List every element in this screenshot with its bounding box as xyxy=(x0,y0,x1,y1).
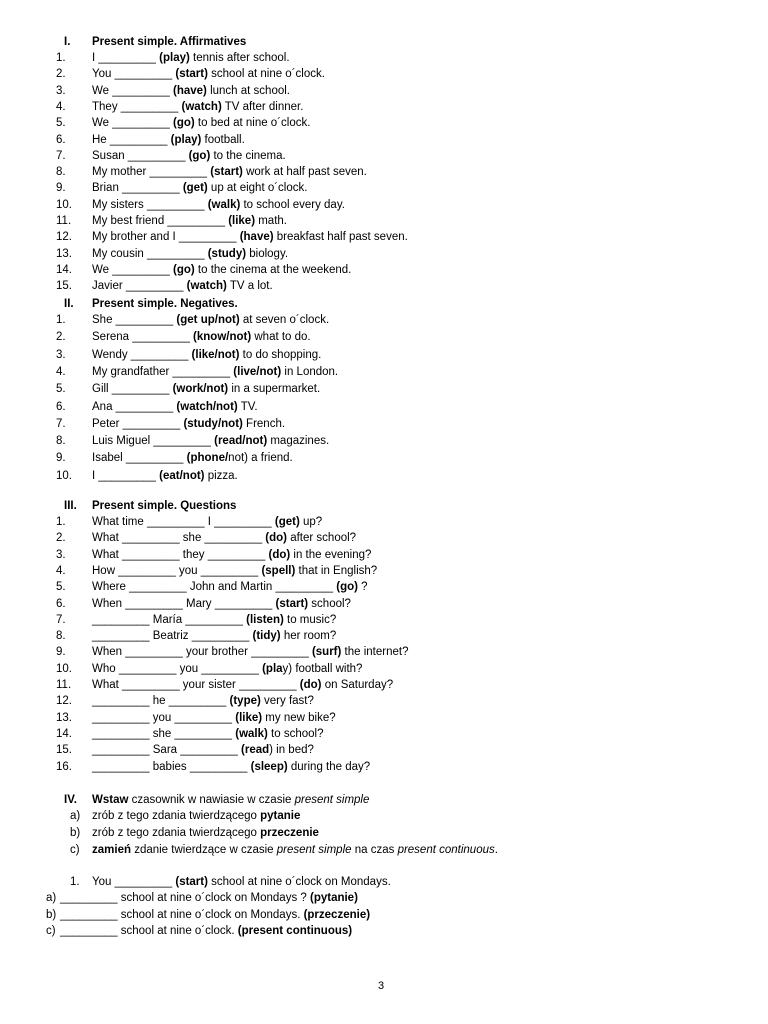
item-text: _________ you _________ xyxy=(92,711,236,724)
item-number: 1. xyxy=(56,516,66,528)
item-text: to bed at nine o´clock. xyxy=(194,117,311,130)
item-number: 3. xyxy=(56,548,66,561)
item-verb: (do) xyxy=(268,548,291,561)
item-text: They _________ xyxy=(92,100,182,113)
item-text: We _________ xyxy=(92,117,173,130)
item-verb: (read/not) xyxy=(214,435,268,448)
item-text: My sisters _________ xyxy=(92,198,208,211)
item-number: 15. xyxy=(56,280,72,293)
item-text: to music? xyxy=(283,613,337,626)
item-text: _________ babies _________ xyxy=(92,760,251,773)
item-text: I _________ xyxy=(92,52,160,64)
item-text: What _________ your sister _________ xyxy=(92,679,300,691)
item-text: during the day? xyxy=(287,760,371,773)
item-verb: (study) xyxy=(207,247,247,260)
item-text: _________ Sara _________ xyxy=(92,744,242,757)
item-number: 15. xyxy=(56,744,72,757)
item-number: 8. xyxy=(56,630,66,643)
item-text: Who _________ you _________ xyxy=(92,662,263,675)
item-text: I _________ xyxy=(92,469,160,482)
item-text: school? xyxy=(308,597,351,610)
item-number: 4. xyxy=(56,564,66,577)
item-number: 14. xyxy=(56,263,72,276)
item-text: My mother _________ xyxy=(92,166,211,179)
item-text: _________ he _________ xyxy=(92,695,230,708)
item-number: 1. xyxy=(56,314,66,326)
item-text: up at eight o´clock. xyxy=(207,182,308,195)
item-verb: (like) xyxy=(235,711,263,724)
item-verb: (start) xyxy=(175,876,208,888)
item-verb: (start) xyxy=(275,597,309,610)
item-text: When _________ Mary _________ xyxy=(92,597,276,610)
item-verb: (work/not) xyxy=(172,383,229,396)
item-number: 5. xyxy=(56,581,66,594)
instruction-text: zrób z tego zdania twierdzącego xyxy=(92,827,261,839)
item-text: after school? xyxy=(287,532,357,545)
instruction-text: . xyxy=(494,844,498,856)
instruction-bold: przeczenie xyxy=(260,827,319,839)
item-number: 2. xyxy=(56,68,66,81)
answer-label: (pytanie) xyxy=(309,892,358,904)
item-verb: (read xyxy=(241,744,270,757)
item-text: her room? xyxy=(280,630,337,643)
item-verb: (walk) xyxy=(207,198,241,211)
item-text: math. xyxy=(255,215,287,227)
item-verb: (watch/not) xyxy=(176,400,238,413)
item-text: We _________ xyxy=(92,263,173,276)
item-verb: (watch) xyxy=(181,100,222,113)
item-verb: (play) xyxy=(170,133,202,146)
item-verb: (listen) xyxy=(246,613,284,626)
section-number: IV. xyxy=(64,794,78,806)
item-text: Ana _________ xyxy=(92,400,177,413)
instruction-letter: c) xyxy=(70,844,80,856)
item-text: biology. xyxy=(246,247,289,260)
item-text: You _________ xyxy=(92,876,176,888)
item-number: 9. xyxy=(56,452,66,465)
item-number: 4. xyxy=(56,100,66,113)
item-number: 13. xyxy=(56,247,72,260)
item-text: Isabel _________ xyxy=(92,452,187,465)
item-text: football. xyxy=(201,133,245,146)
item-text: Gill _________ xyxy=(92,383,173,396)
section-title: Present simple. Negatives. xyxy=(92,298,238,310)
item-verb: (eat/not) xyxy=(159,469,205,482)
item-text: He _________ xyxy=(92,133,171,146)
item-number: 11. xyxy=(56,215,72,227)
item-text: Javier _________ xyxy=(92,280,187,293)
answer-letter: c) xyxy=(46,925,56,937)
item-text: tennis after school. xyxy=(189,52,290,64)
item-text: What _________ she _________ xyxy=(92,532,266,545)
item-verb: (study/not) xyxy=(183,417,243,430)
item-text: not) a friend. xyxy=(228,452,293,465)
item-text: to the cinema. xyxy=(210,149,286,162)
item-text: my new bike? xyxy=(262,711,336,724)
item-number: 9. xyxy=(56,646,66,659)
item-number: 7. xyxy=(56,417,66,430)
item-number: 2. xyxy=(56,532,66,545)
title-italic: present simple xyxy=(294,794,370,806)
section-number: I. xyxy=(64,36,71,48)
item-number: 14. xyxy=(56,727,72,740)
item-text: TV after dinner. xyxy=(221,100,304,113)
item-verb: (have) xyxy=(173,84,207,97)
item-text: My cousin _________ xyxy=(92,247,208,260)
item-text: How _________ you _________ xyxy=(92,564,262,577)
item-verb: (do) xyxy=(265,532,288,545)
item-verb: (start) xyxy=(210,166,243,179)
instruction-bold: pytanie xyxy=(260,810,301,822)
item-text: My best friend _________ xyxy=(92,215,229,227)
section-number: II. xyxy=(64,298,74,310)
item-text: pizza. xyxy=(204,469,238,482)
item-text: When _________ your brother _________ xyxy=(92,646,312,659)
item-text: y) football with? xyxy=(282,662,363,675)
item-text: My brother and I _________ xyxy=(92,231,240,244)
item-verb: (have) xyxy=(239,231,274,244)
item-verb: (go) xyxy=(173,263,195,276)
instruction-text: zrób z tego zdania twierdzącego xyxy=(92,810,261,822)
item-number: 1. xyxy=(56,52,66,64)
item-verb: (surf) xyxy=(311,646,342,659)
answer-letter: b) xyxy=(46,908,57,921)
item-text: at seven o´clock. xyxy=(239,314,330,326)
item-verb: (start) xyxy=(175,68,208,81)
item-verb: (play) xyxy=(159,52,190,64)
instruction-letter: b) xyxy=(70,827,81,839)
item-verb: (type) xyxy=(229,695,261,708)
instruction-italic: present continuous xyxy=(397,844,495,856)
item-verb: (pla xyxy=(262,662,283,675)
item-number: 3. xyxy=(56,84,66,97)
item-verb: (go) xyxy=(173,117,195,130)
item-verb: (get) xyxy=(274,516,300,528)
item-text: You _________ xyxy=(92,68,176,81)
item-verb: (do) xyxy=(299,679,322,691)
section-title: Present simple. Questions xyxy=(92,500,237,512)
item-text: the internet? xyxy=(341,646,409,659)
section-title: Present simple. Affirmatives xyxy=(92,36,247,48)
item-text: _________ María _________ xyxy=(92,613,247,626)
item-number: 16. xyxy=(56,760,72,773)
item-verb: (know/not) xyxy=(193,331,252,344)
answer-text: _________ school at nine o´clock on Mondays ? xyxy=(60,892,310,904)
item-verb: (like) xyxy=(228,215,256,227)
item-text: _________ Beatriz _________ xyxy=(92,630,253,643)
item-text: TV. xyxy=(237,400,258,413)
item-text: to do shopping. xyxy=(239,348,322,361)
item-number: 7. xyxy=(56,613,66,626)
item-number: 5. xyxy=(56,117,66,130)
item-number: 4. xyxy=(56,365,66,378)
item-verb: (spell) xyxy=(261,564,296,577)
item-text: French. xyxy=(242,417,286,430)
item-verb: (phone/ xyxy=(186,452,229,465)
section-4-title xyxy=(92,792,369,808)
answer-letter: a) xyxy=(46,892,57,904)
item-verb: (go) xyxy=(336,581,358,594)
item-number: 6. xyxy=(56,597,66,610)
item-text: lunch at school. xyxy=(206,84,290,97)
item-text: school at nine o´clock on Mondays. xyxy=(207,876,391,888)
instruction-bold: zamień xyxy=(92,844,131,856)
instruction-text: zdanie twierdzące w czasie xyxy=(131,844,277,856)
item-verb: (walk) xyxy=(235,727,268,740)
item-number: 6. xyxy=(56,400,66,413)
item-number: 10. xyxy=(56,198,72,211)
item-verb: (watch) xyxy=(186,280,227,293)
item-text: She _________ xyxy=(92,314,177,326)
item-text: in the evening? xyxy=(290,548,372,561)
instruction-italic: present simple xyxy=(276,844,352,856)
item-number: 5. xyxy=(56,383,66,396)
item-text: to school every day. xyxy=(240,198,345,211)
item-text: to the cinema at the weekend. xyxy=(194,263,352,276)
item-number: 7. xyxy=(56,149,66,162)
item-text: breakfast half past seven. xyxy=(273,231,408,244)
item-text: Luis Miguel _________ xyxy=(92,435,215,448)
item-text: Peter _________ xyxy=(92,417,184,430)
item-verb: (get up/not) xyxy=(176,314,240,326)
item-text: What _________ they _________ xyxy=(92,548,269,561)
item-text: Brian _________ xyxy=(92,182,183,195)
item-number: 1. xyxy=(70,876,80,888)
item-text: TV a lot. xyxy=(226,280,273,293)
item-text: that in English? xyxy=(295,564,378,577)
item-number: 3. xyxy=(56,348,66,361)
answer-label: (present continuous) xyxy=(237,925,353,937)
title-rest: czasownik w nawiasie w czasie xyxy=(128,794,295,806)
item-text: ? xyxy=(357,581,368,594)
item-verb: (get) xyxy=(182,182,208,195)
item-text: up? xyxy=(299,516,323,528)
item-text: to school? xyxy=(267,727,324,740)
item-text: ) in bed? xyxy=(269,744,314,757)
item-number: 8. xyxy=(56,435,66,448)
item-number: 8. xyxy=(56,166,66,179)
item-number: 6. xyxy=(56,133,66,146)
item-verb: (live/not) xyxy=(233,365,282,378)
item-text: magazines. xyxy=(267,435,330,448)
item-number: 10. xyxy=(56,469,72,482)
answer-text: _________ school at nine o´clock. xyxy=(60,925,238,937)
item-text: very fast? xyxy=(260,695,314,708)
item-number: 2. xyxy=(56,331,66,344)
answer-text: _________ school at nine o´clock on Mondays. xyxy=(60,908,304,921)
title-bold: Wstaw xyxy=(92,794,129,806)
instruction-text: na czas xyxy=(351,844,398,856)
item-text: My grandfather _________ xyxy=(92,365,234,378)
item-text: what to do. xyxy=(251,331,311,344)
item-text: on Saturday? xyxy=(321,679,394,691)
item-number: 12. xyxy=(56,231,72,244)
item-number: 12. xyxy=(56,695,72,708)
item-number: 10. xyxy=(56,662,72,675)
item-number: 11. xyxy=(56,679,72,691)
item-text: school at nine o´clock. xyxy=(207,68,325,81)
answer-label: (przeczenie) xyxy=(303,908,371,921)
item-text: Serena _________ xyxy=(92,331,194,344)
item-number: 13. xyxy=(56,711,72,724)
item-text: in a supermarket. xyxy=(228,383,321,396)
item-verb: (tidy) xyxy=(252,630,281,643)
item-text: Wendy _________ xyxy=(92,348,192,361)
item-text: in London. xyxy=(281,365,339,378)
item-text: We _________ xyxy=(92,84,173,97)
item-verb: (sleep) xyxy=(250,760,288,773)
instruction-letter: a) xyxy=(70,810,81,822)
item-text: _________ she _________ xyxy=(92,727,236,740)
item-verb: (go) xyxy=(188,149,211,162)
item-text: Where _________ John and Martin _________ xyxy=(92,581,337,594)
item-text: work at half past seven. xyxy=(242,166,367,179)
page-number: 3 xyxy=(378,980,385,992)
item-verb: (like/not) xyxy=(191,348,240,361)
item-text: What time _________ I _________ xyxy=(92,516,275,528)
section-number: III. xyxy=(64,500,77,512)
item-number: 9. xyxy=(56,182,66,195)
item-text: Susan _________ xyxy=(92,149,189,162)
